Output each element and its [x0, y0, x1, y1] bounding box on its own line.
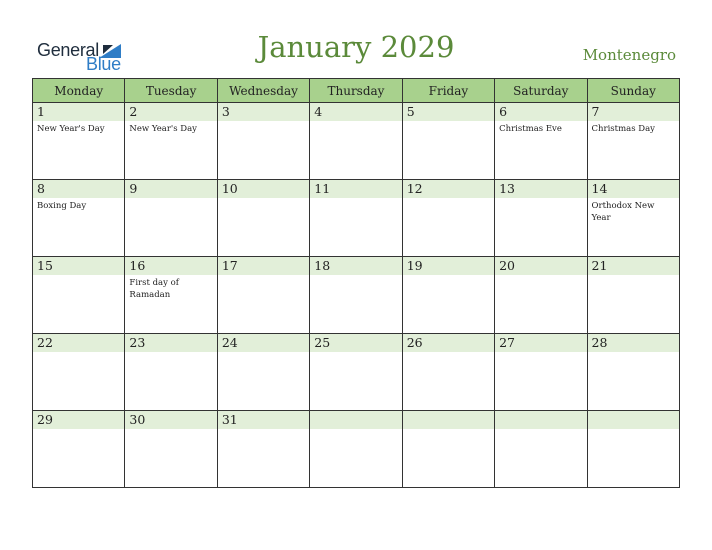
day-cell: [587, 180, 679, 257]
day-cell: [217, 257, 309, 334]
day-number: 6: [495, 103, 586, 121]
day-cell: [125, 411, 217, 488]
holiday-label: [310, 275, 401, 277]
day-number: 30: [125, 411, 216, 429]
day-number: 22: [33, 334, 124, 352]
day-number: 26: [403, 334, 494, 352]
weekday-header-row: [33, 79, 680, 103]
holiday-label: [495, 198, 586, 200]
week-row: [33, 411, 680, 488]
holiday-label: [403, 121, 494, 123]
day-cell: [495, 257, 587, 334]
calendar-title: January 2029: [257, 30, 455, 64]
holiday-label: [125, 198, 216, 200]
day-cell: [402, 180, 494, 257]
day-cell: [587, 411, 679, 488]
day-cell: [33, 334, 125, 411]
logo-text-general: General: [37, 40, 99, 60]
day-cell: [125, 103, 217, 180]
holiday-label: Boxing Day: [37, 201, 87, 211]
holiday-label: [495, 275, 586, 277]
holiday-label: [495, 429, 586, 431]
day-number: 11: [310, 180, 401, 198]
day-cell: [310, 411, 402, 488]
day-number: [403, 411, 494, 429]
day-number: 4: [310, 103, 401, 121]
holiday-label: [218, 198, 309, 200]
day-number: 5: [403, 103, 494, 121]
day-number: [495, 411, 586, 429]
weekday-header: Saturday: [495, 79, 587, 103]
day-cell: [495, 334, 587, 411]
day-number: 29: [33, 411, 124, 429]
day-cell: [33, 411, 125, 488]
day-number: 25: [310, 334, 401, 352]
day-cell: [33, 180, 125, 257]
holiday-label: Christmas Eve: [499, 124, 562, 134]
day-cell: [217, 180, 309, 257]
holiday-label: [588, 429, 679, 431]
day-cell: [33, 257, 125, 334]
day-number: 12: [403, 180, 494, 198]
week-row: [33, 180, 680, 257]
holiday-label: [33, 352, 124, 354]
day-number: 20: [495, 257, 586, 275]
holiday-label: [218, 429, 309, 431]
holiday-label: First day of Ramadan: [129, 278, 179, 300]
day-number: [588, 411, 679, 429]
day-number: 28: [588, 334, 679, 352]
day-cell: [310, 334, 402, 411]
day-number: 1: [33, 103, 124, 121]
day-number: 16: [125, 257, 216, 275]
day-cell: [125, 334, 217, 411]
week-row: [33, 103, 680, 180]
day-number: 24: [218, 334, 309, 352]
holiday-label: [403, 429, 494, 431]
day-cell: [402, 103, 494, 180]
day-number: 18: [310, 257, 401, 275]
day-cell: [125, 257, 217, 334]
holiday-label: Orthodox New Year: [591, 201, 655, 223]
day-cell: [310, 103, 402, 180]
holiday-label: [125, 352, 216, 354]
weekday-header: Monday: [33, 79, 125, 103]
day-number: 9: [125, 180, 216, 198]
day-number: 8: [33, 180, 124, 198]
day-number: [310, 411, 401, 429]
day-number: 19: [403, 257, 494, 275]
week-row: [33, 257, 680, 334]
holiday-label: New Year's Day: [129, 124, 197, 134]
holiday-label: Christmas Day: [591, 124, 655, 134]
holiday-label: [33, 429, 124, 431]
day-number: 14: [588, 180, 679, 198]
day-number: 27: [495, 334, 586, 352]
day-number: 7: [588, 103, 679, 121]
day-number: 15: [33, 257, 124, 275]
day-number: 23: [125, 334, 216, 352]
day-cell: [495, 103, 587, 180]
day-cell: [587, 257, 679, 334]
day-cell: [217, 411, 309, 488]
day-cell: [125, 180, 217, 257]
holiday-label: [33, 275, 124, 277]
holiday-label: [310, 352, 401, 354]
day-cell: [402, 257, 494, 334]
holiday-label: [125, 429, 216, 431]
holiday-label: [588, 352, 679, 354]
week-row: [33, 334, 680, 411]
holiday-label: [310, 429, 401, 431]
day-number: 17: [218, 257, 309, 275]
holiday-label: [588, 275, 679, 277]
day-cell: [587, 103, 679, 180]
day-cell: [33, 103, 125, 180]
holiday-label: [310, 198, 401, 200]
logo-text-blue: Blue: [86, 54, 121, 74]
day-cell: [495, 411, 587, 488]
holiday-label: [403, 275, 494, 277]
day-cell: [495, 180, 587, 257]
holiday-label: [495, 352, 586, 354]
day-cell: [402, 334, 494, 411]
day-cell: [310, 257, 402, 334]
weekday-header: Wednesday: [217, 79, 309, 103]
holiday-label: [403, 352, 494, 354]
calendar-grid: [32, 78, 680, 488]
holiday-label: [403, 198, 494, 200]
holiday-label: [310, 121, 401, 123]
holiday-label: New Year's Day: [37, 124, 105, 134]
weekday-header: Friday: [402, 79, 494, 103]
day-cell: [217, 103, 309, 180]
day-cell: [587, 334, 679, 411]
country-label: Montenegro: [582, 46, 676, 64]
day-number: 31: [218, 411, 309, 429]
day-number: 10: [218, 180, 309, 198]
weekday-header: Thursday: [310, 79, 402, 103]
day-number: 3: [218, 103, 309, 121]
day-number: 13: [495, 180, 586, 198]
holiday-label: [218, 352, 309, 354]
holiday-label: [218, 121, 309, 123]
day-number: 21: [588, 257, 679, 275]
day-number: 2: [125, 103, 216, 121]
day-cell: [217, 334, 309, 411]
weekday-header: Tuesday: [125, 79, 217, 103]
holiday-label: [218, 275, 309, 277]
weekday-header: Sunday: [587, 79, 679, 103]
day-cell: [310, 180, 402, 257]
day-cell: [402, 411, 494, 488]
